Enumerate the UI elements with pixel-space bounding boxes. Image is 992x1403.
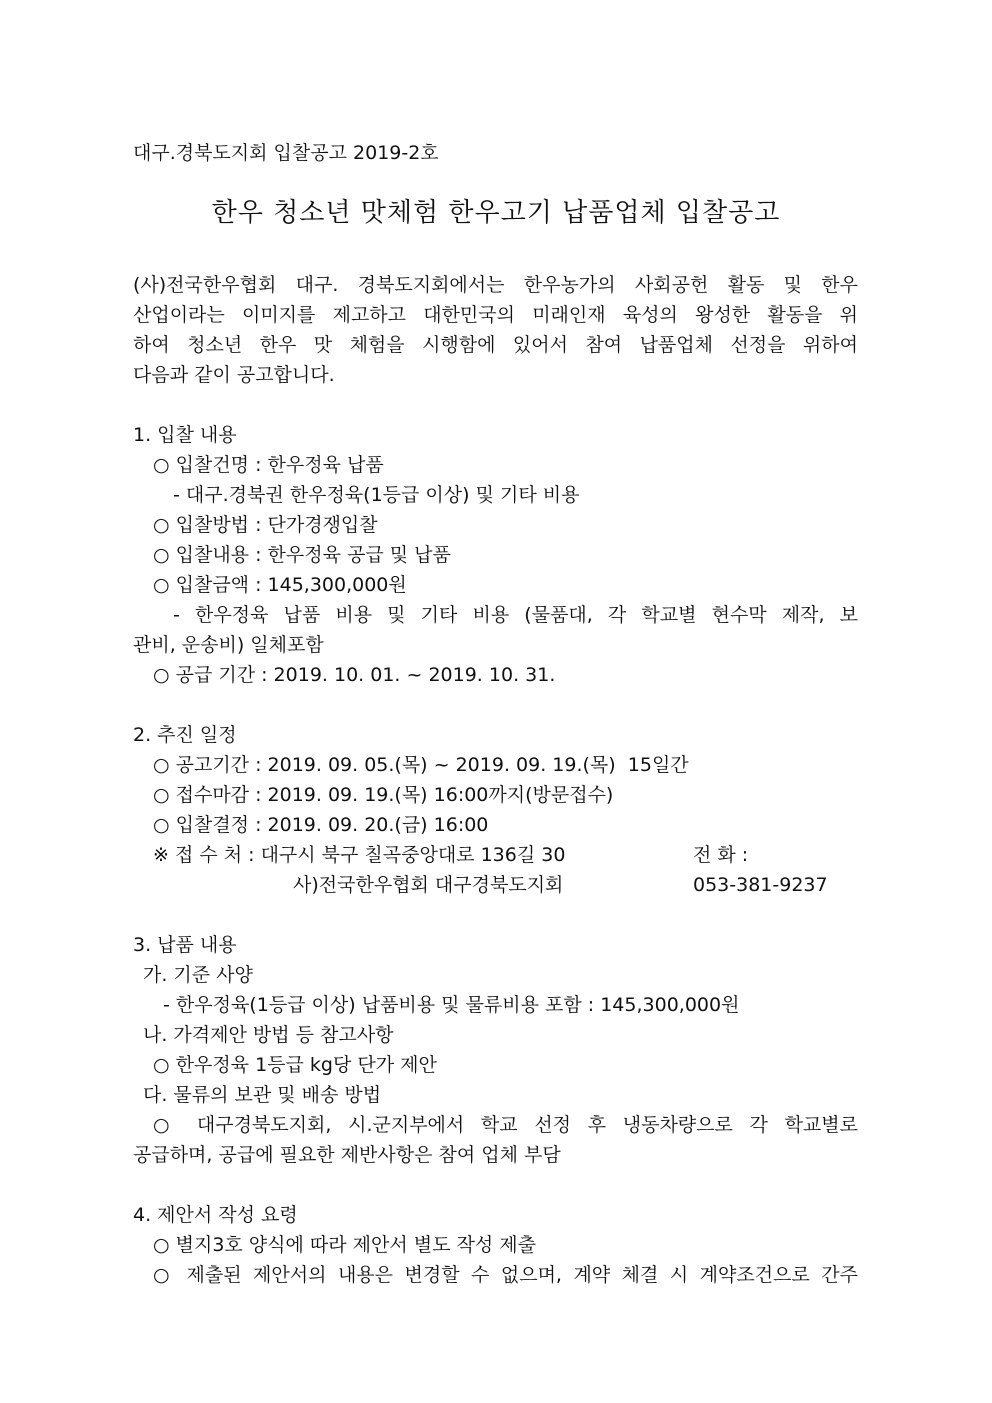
phone-label: 전 화 : (693, 844, 749, 866)
bullet-item: ○ 공고기간 : 2019. 09. 05.(목) ~ 2019. 09. 19.(목) 15일간 (153, 754, 689, 776)
bullet-item: ○ 입찰금액 : 145,300,000원 (153, 574, 407, 596)
phone-number: 053-381-9237 (693, 874, 828, 896)
bullet-item: ○ 대구경북도지회, 시.군지부에서 학교 선정 후 냉동차량으로 각 학교별로 (153, 1114, 858, 1136)
bullet-item: ○ 별지3호 양식에 따라 제안서 별도 작성 제출 (153, 1234, 536, 1256)
notice-number: 대구.경북도지회 입찰공고 2019-2호 (133, 142, 439, 164)
bullet-item: ○ 한우정육 1등급 kg당 단가 제안 (153, 1054, 437, 1076)
intro-line: 하여 청소년 한우 맛 체험을 시행함에 있어서 참여 납품업체 선정을 위하여 (133, 334, 858, 356)
sub-item: - 한우정육(1등급 이상) 납품비용 및 물류비용 포함 : 145,300,000원 (163, 994, 740, 1016)
bullet-item: ○ 접수마감 : 2019. 09. 19.(목) 16:00까지(방문접수) (153, 784, 614, 806)
bullet-item: ○ 제출된 제안서의 내용은 변경할 수 없으며, 계약 체결 시 계약조건으로 간주 (153, 1264, 858, 1286)
section-heading: 4. 제안서 작성 요령 (133, 1204, 298, 1226)
sub-heading: 다. 물류의 보관 및 배송 방법 (143, 1084, 382, 1106)
bullet-item: ○ 공급 기간 : 2019. 10. 01. ~ 2019. 10. 31. (153, 664, 556, 686)
section-heading: 3. 납품 내용 (133, 934, 237, 956)
bullet-item: ○ 입찰결정 : 2019. 09. 20.(금) 16:00 (153, 814, 489, 836)
sub-heading: 가. 기준 사양 (143, 964, 253, 986)
intro-line: 산업이라는 이미지를 제고하고 대한민국의 미래인재 육성의 왕성한 활동을 위 (133, 304, 858, 326)
intro-line: (사)전국한우협회 대구. 경북도지회에서는 한우농가의 사회공헌 활동 및 한우 (133, 274, 858, 296)
page-title: 한우 청소년 맛체험 한우고기 납품업체 입찰공고 (211, 198, 781, 228)
sub-item: - 대구.경북권 한우정육(1등급 이상) 및 기타 비용 (173, 484, 580, 506)
section-heading: 2. 추진 일정 (133, 724, 237, 746)
bullet-item: ○ 입찰내용 : 한우정육 공급 및 납품 (153, 544, 451, 566)
sub-heading: 나. 가격제안 방법 등 참고사항 (143, 1024, 394, 1046)
bullet-item: ○ 입찰건명 : 한우정육 납품 (153, 454, 384, 476)
reception-address: ※ 접 수 처 : 대구시 북구 칠곡중앙대로 136길 30 (153, 844, 566, 866)
sub-item: - 한우정육 납품 비용 및 기타 비용 (물품대, 각 학교별 현수막 제작, 보 (173, 604, 858, 626)
bullet-item: ○ 입찰방법 : 단가경쟁입찰 (153, 514, 378, 536)
sub-item-continued: 관비, 운송비) 일체포함 (133, 634, 324, 656)
bullet-item-continued: 공급하며, 공급에 필요한 제반사항은 참여 업체 부담 (133, 1144, 561, 1166)
intro-line: 다음과 같이 공고합니다. (133, 364, 335, 386)
reception-office: 사)전국한우협회 대구경북도지회 (293, 874, 564, 896)
section-heading: 1. 입찰 내용 (133, 424, 237, 446)
